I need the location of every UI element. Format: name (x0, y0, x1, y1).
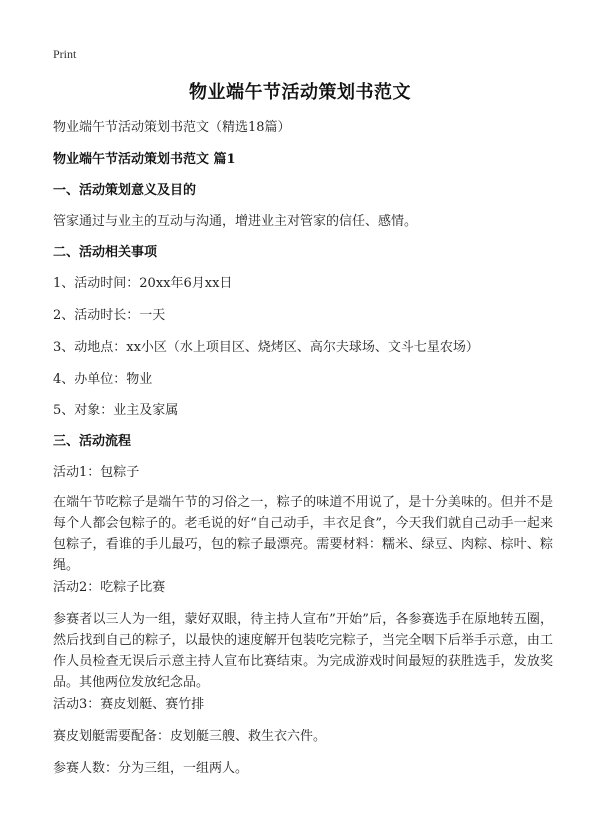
list-item-time: 1、活动时间：20xx年6月xx日 (53, 276, 233, 291)
section-heading-details: 二、活动相关事项 (53, 245, 158, 260)
activity-text-2: 参赛者以三人为一组，蒙好双眼，待主持人宣布”开始”后，各参赛选手在原地转五圈，然后找到自己的粽子，以最快的速度解开包装吃完粽子，当完全咽下后举手示意，由工作人员检查无误后示意主持人宣布比赛结束。为完成游戏时间最短的获胜选手，发放奖品。其他两位发放纪念品。 (53, 612, 553, 690)
list-item-location: 3、动地点：xx小区（水上项目区、烧烤区、高尔夫球场、文斗七星农场） (53, 340, 479, 355)
activity-title-1: 活动1：包粽子 (53, 465, 140, 480)
list-item-duration: 2、活动时长：一天 (53, 308, 166, 323)
section-text-purpose: 管家通过与业主的互动与沟通，增进业主对管家的信任、感情。 (53, 214, 418, 229)
activity-participants-3: 参赛人数：分为三组，一组两人。 (53, 761, 249, 776)
article-title: 物业端午节活动策划书范文 篇1 (53, 152, 236, 167)
activity-text-3: 赛皮划艇需要配备：皮划艇三艘、救生衣六件。 (53, 729, 327, 744)
section-heading-purpose: 一、活动策划意义及目的 (53, 183, 197, 198)
document-subtitle: 物业端午节活动策划书范文（精选18篇） (53, 120, 291, 135)
activity-title-2: 活动2：吃粽子比赛 (53, 580, 166, 595)
activity-text-1: 在端午节吃粽子是端午节的习俗之一，粽子的味道不用说了，是十分美味的。但并不是每个人都会包粽子的。老毛说的好“自己动手，丰衣足食”，今天我们就自己动手一起来包粽子，看谁的手儿最巧，包的粽子最漂亮。需要材料：糯米、绿豆、肉粽、棕叶、粽绳。 (53, 495, 553, 573)
list-item-audience: 5、对象：业主及家属 (53, 403, 179, 418)
list-item-organizer: 4、办单位：物业 (53, 372, 153, 387)
section-heading-process: 三、活动流程 (53, 434, 132, 449)
page-title: 物业端午节活动策划书范文 (189, 82, 411, 103)
print-link[interactable]: Print (53, 47, 77, 61)
activity-title-3: 活动3：赛皮划艇、赛竹排 (53, 697, 205, 712)
